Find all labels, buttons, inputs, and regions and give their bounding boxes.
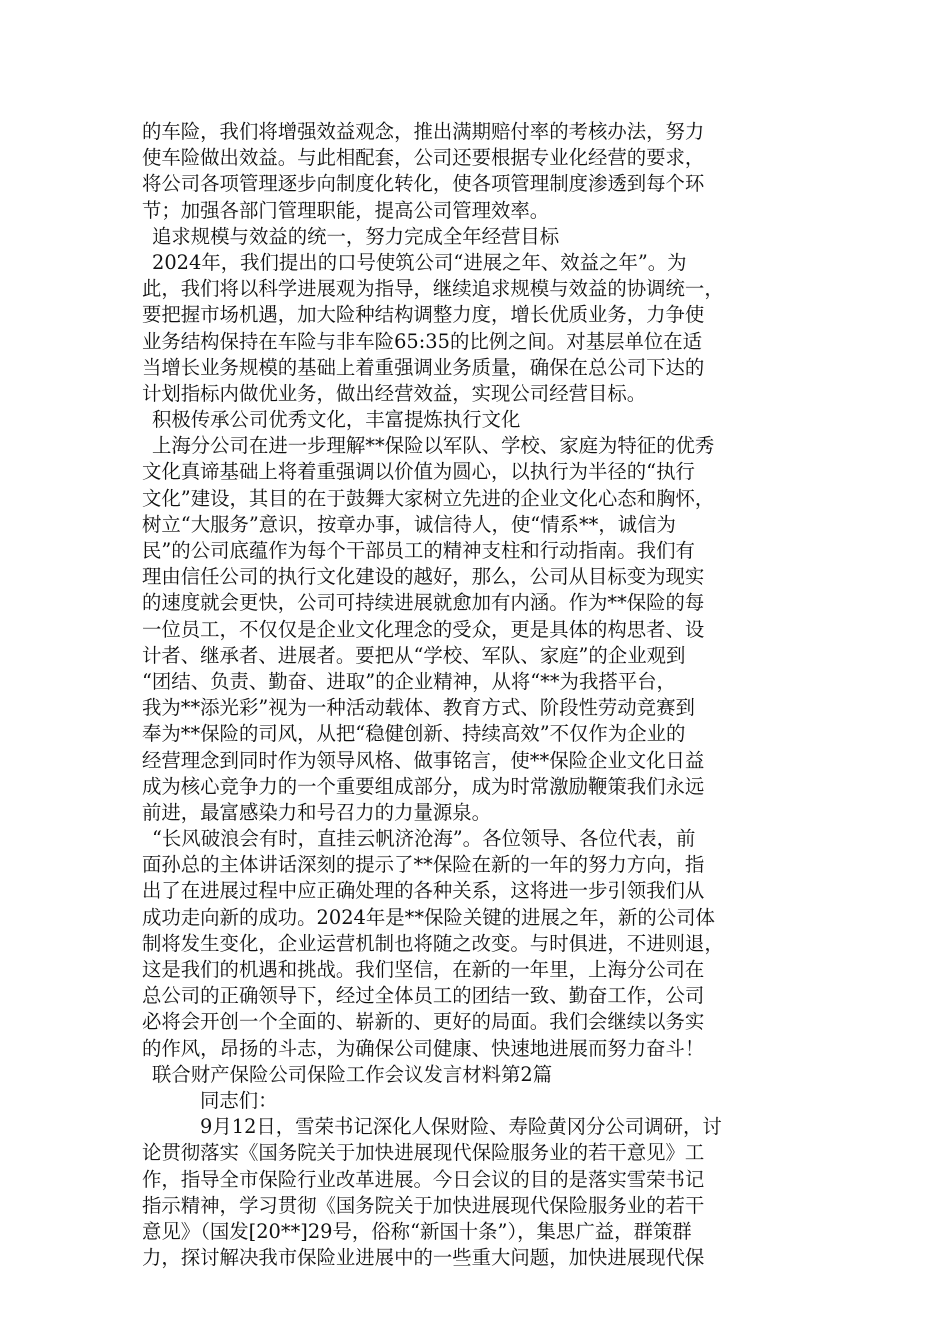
text-line: 理由信任公司的执行文化建设的越好，那么，公司从目标变为现实 [142,565,705,589]
text-line: 这是我们的机遇和挑战。我们坚信，在新的一年里，上海分公司在 [142,958,705,981]
text-line: 成为核心竞争力的一个重要组成部分，成为时常激励鞭策我们永远 [142,774,705,798]
text-line: 文化”建设，其目的在于鼓舞大家树立先进的企业文化心态和胸怀， [142,486,715,510]
text-line: 将公司各项管理逐步向制度化转化，使各项管理制度渗透到每个环 [142,172,705,196]
text-line: 指示精神，学习贯彻《国务院关于加快进展现代保险服务业的若干 [142,1193,705,1217]
text-line: 联合财产保险公司保险工作会议发言材料第2篇 [152,1062,553,1086]
text-line: 一位员工，不仅仅是企业文化理念的受众，更是具体的构思者、设 [142,617,705,641]
text-line: 我为**添光彩”视为一种活动载体、教育方式、阶段性劳动竞赛到 [142,696,695,720]
text-line: 计划指标内做优业务，做出经营效益，实现公司经营目标。 [142,381,647,405]
text-line: 必将会开创一个全面的、崭新的、更好的局面。我们会继续以务实 [142,1010,705,1034]
text-line: 积极传承公司优秀文化，丰富提炼执行文化 [152,408,521,432]
text-line: 民”的公司底蕴作为每个干部员工的精神支柱和行动指南。我们有 [142,539,695,562]
text-line: 作，指导全市保险行业改革进展。今日会议的目的是落实雪荣书记 [142,1167,705,1191]
text-line: 力，探讨解决我市保险业进展中的一些重大问题，加快进展现代保 [142,1246,705,1270]
text-line: 当增长业务规模的基础上着重强调业务质量，确保在总公司下达的 [142,355,705,379]
text-line: 2024年，我们提出的口号使筑公司“进展之年、效益之年”。为 [152,250,687,274]
text-line: 意见》（国发[20**]29号，俗称“新国十条”），集思广益，群策群 [142,1219,692,1243]
text-line: 要把握市场机遇，加大险种结构调整力度，增长优质业务，力争使 [142,303,705,327]
text-line: 的速度就会更快，公司可持续进展就愈加有内涵。作为**保险的每 [142,591,705,615]
document-page [142,119,822,1271]
text-line: 经营理念到同时作为领导风格、做事铭言，使**保险企业文化日益 [142,748,705,772]
text-line: 使车险做出效益。与此相配套，公司还要根据专业化经营的要求， [142,146,705,170]
text-line: “团结、负责、勤奋、进取”的企业精神，从将“**为我搭平台， [142,669,676,693]
text-line: 此，我们将以科学进展观为指导，继续追求规模与效益的协调统一， [142,277,724,301]
text-line: 9月12日，雪荣书记深化人保财险、寿险黄冈分公司调研，讨 [200,1115,722,1139]
text-line: 前进，最富感染力和号召力的力量源泉。 [142,800,492,824]
text-line: “长风破浪会有时，直挂云帆济沧海”。各位领导、各位代表，前 [152,827,696,851]
text-line: 的车险，我们将增强效益观念，推出满期赔付率的考核办法，努力 [142,120,705,143]
text-line: 追求规模与效益的统一，努力完成全年经营目标 [152,224,560,248]
text-line: 面孙总的主体讲话深刻的提示了**保险在新的一年的努力方向，指 [142,853,705,877]
text-line: 出了在进展过程中应正确处理的各种关系，这将进一步引领我们从 [142,879,705,903]
text-line: 奉为**保险的司风，从把“稳健创新、持续高效”不仅作为企业的 [142,722,686,746]
text-line: 上海分公司在进一步理解**保险以军队、学校、家庭为特征的优秀 [152,434,715,458]
text-line: 的作风，昂扬的斗志，为确保公司健康、快速地进展而努力奋斗！ [142,1036,705,1060]
text-line: 制将发生变化，企业运营机制也将随之改变。与时俱进，不进则退， [142,931,724,955]
text-line: 节；加强各部门管理职能，提高公司管理效率。 [142,198,550,222]
text-line: 树立“大服务”意识，按章办事，诚信待人，使“情系**，诚信为 [142,512,676,536]
text-line: 文化真谛基础上将着重强调以价值为圆心，以执行为半径的“执行 [142,460,695,484]
text-line: 计者、继承者、进展者。要把从“学校、军队、家庭”的企业观到 [142,643,686,667]
text-line: 同志们： [200,1088,278,1112]
text-line: 成功走向新的成功。2024年是**保险关键的进展之年，新的公司体 [142,905,715,929]
text-line: 论贯彻落实《国务院关于加快进展现代保险服务业的若干意见》工 [142,1141,705,1165]
text-line: 总公司的正确领导下，经过全体员工的团结一致、勤奋工作，公司 [142,984,705,1008]
text-line: 业务结构保持在车险与非车险65:35的比例之间。对基层单位在适 [142,329,703,353]
